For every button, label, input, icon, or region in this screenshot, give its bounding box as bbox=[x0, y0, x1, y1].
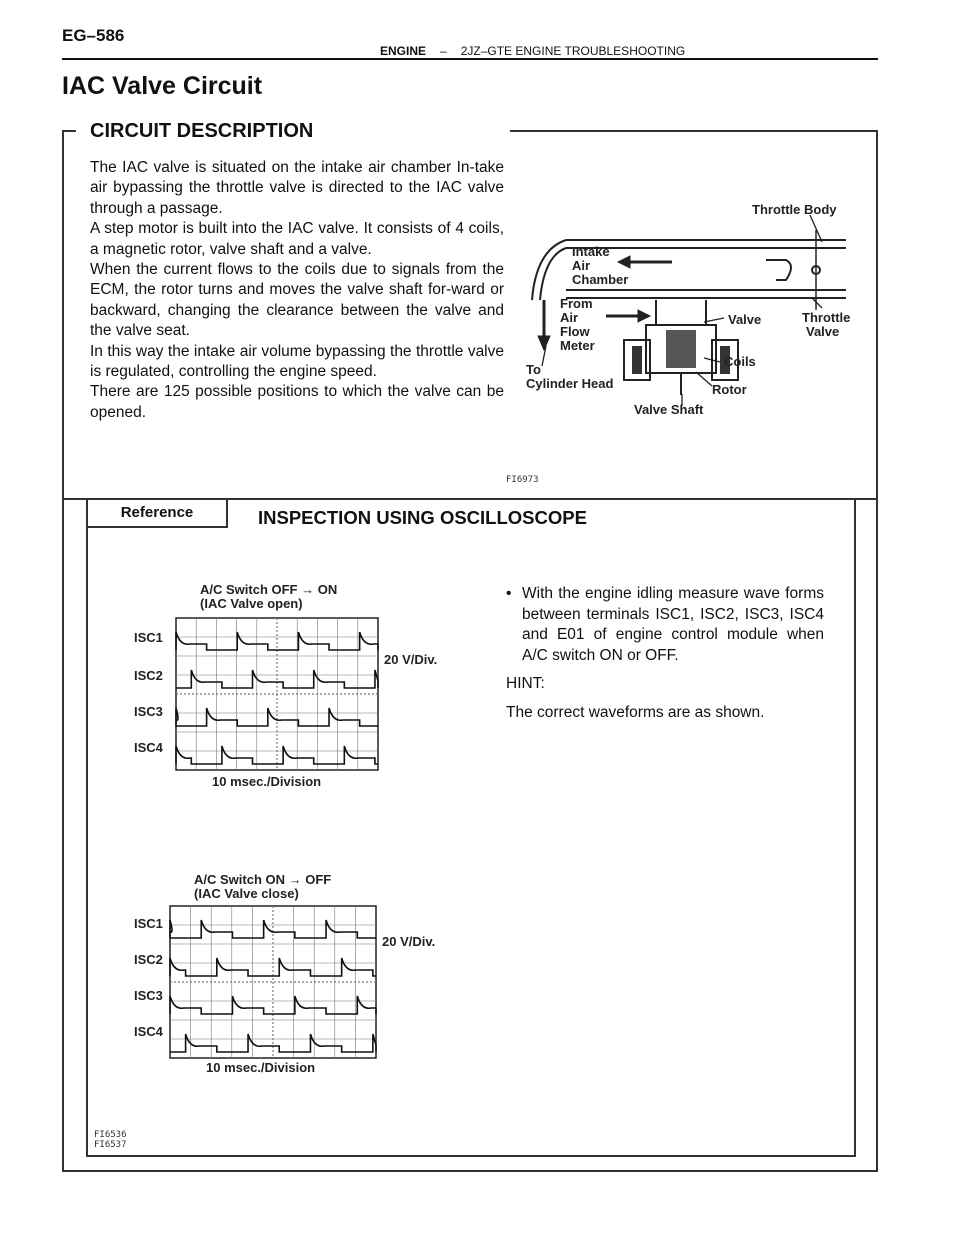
figure-code: FI6973 bbox=[506, 475, 539, 485]
label-air-2: Air bbox=[560, 310, 579, 325]
running-header bbox=[380, 44, 685, 58]
inspection-heading: INSPECTION USING OSCILLOSCOPE bbox=[258, 507, 587, 528]
description-paragraph: A step motor is built into the IAC valve. It consists of 4 coils, a magnetic rotor, valve shaft and a valve. bbox=[90, 220, 504, 258]
oscilloscope-close bbox=[120, 866, 480, 1096]
header-rule bbox=[62, 58, 878, 60]
scope-title: A/C Switch OFF → ON bbox=[200, 582, 338, 597]
channel-label: ISC4 bbox=[134, 1024, 163, 1039]
header-separator: – bbox=[440, 44, 447, 58]
volts-per-div: 20 V/Div. bbox=[384, 652, 438, 667]
hint-label: HINT: bbox=[506, 675, 545, 692]
description-paragraph: In this way the intake air volume bypassing the throttle valve is regulated, controlling the engine speed. bbox=[90, 342, 504, 381]
hint-text: The correct waveforms are as shown. bbox=[506, 703, 765, 721]
bullet-dot-icon: • bbox=[506, 585, 512, 602]
scope-subtitle: (IAC Valve close) bbox=[194, 886, 299, 901]
subsection-name: 2JZ–GTE ENGINE TROUBLESHOOTING bbox=[460, 44, 686, 58]
bullet-text: With the engine idling measure wave forms between terminals ISC1, ISC2, ISC3, ISC4 and E01 of engine control module when A/C switch ON or OFF. bbox=[522, 585, 824, 664]
label-throttle-body: Throttle Body bbox=[752, 202, 837, 217]
label-from: From bbox=[560, 296, 593, 311]
section-name: ENGINE bbox=[380, 44, 427, 58]
figure-code: FI6537 bbox=[94, 1140, 127, 1150]
label-flow: Flow bbox=[560, 324, 590, 339]
label-cylinder-head: Cylinder Head bbox=[526, 376, 614, 391]
bullet-item bbox=[506, 584, 824, 666]
label-intake: Intake bbox=[572, 244, 610, 259]
figure-codes bbox=[94, 1130, 127, 1150]
label-valve: Valve bbox=[728, 312, 762, 327]
reference-tab: Reference bbox=[86, 500, 228, 528]
label-valve-shaft: Valve Shaft bbox=[634, 402, 704, 417]
scope-subtitle: (IAC Valve open) bbox=[200, 596, 303, 611]
label-valve-2: Valve bbox=[806, 324, 840, 339]
inspection-notes bbox=[506, 584, 824, 723]
label-throttle: Throttle bbox=[802, 310, 851, 325]
description-paragraph: When the current flows to the coils due to signals from the ECM, the rotor turns and moves the valve shaft for-ward or backward, changing the clearance between the valve and the valve seat. bbox=[90, 261, 504, 340]
page-number: EG–586 bbox=[62, 26, 125, 45]
description-paragraph: The IAC valve is situated on the intake air chamber In-take air bypassing the throttle valve is directed to the IAC valve through a passage. bbox=[90, 159, 504, 217]
page-title: IAC Valve Circuit bbox=[62, 72, 263, 100]
circuit-description-text bbox=[90, 158, 504, 423]
label-rotor: Rotor bbox=[712, 382, 747, 397]
time-per-div: 10 msec./Division bbox=[212, 774, 322, 789]
scope-title: A/C Switch ON → OFF bbox=[194, 872, 332, 887]
channel-label: ISC1 bbox=[134, 630, 163, 645]
channel-label: ISC4 bbox=[134, 740, 163, 755]
description-paragraph: There are 125 possible positions to which the valve can be opened. bbox=[90, 383, 504, 421]
label-meter: Meter bbox=[560, 338, 595, 353]
volts-per-div: 20 V/Div. bbox=[382, 934, 436, 949]
channel-label: ISC2 bbox=[134, 668, 163, 683]
iac-valve-diagram bbox=[506, 190, 866, 490]
label-chamber: Chamber bbox=[572, 272, 629, 287]
label-to: To bbox=[526, 362, 541, 377]
channel-label: ISC2 bbox=[134, 952, 163, 967]
scope-grid bbox=[176, 618, 378, 770]
time-per-div: 10 msec./Division bbox=[206, 1060, 316, 1075]
circuit-description-heading: CIRCUIT DESCRIPTION bbox=[90, 120, 314, 142]
oscilloscope-open bbox=[120, 580, 480, 810]
label-air: Air bbox=[572, 258, 591, 273]
figure-code: FI6536 bbox=[94, 1130, 127, 1140]
channel-label: ISC3 bbox=[134, 704, 163, 719]
channel-label: ISC3 bbox=[134, 988, 163, 1003]
channel-label: ISC1 bbox=[134, 916, 163, 931]
label-coils: Coils bbox=[724, 354, 756, 369]
